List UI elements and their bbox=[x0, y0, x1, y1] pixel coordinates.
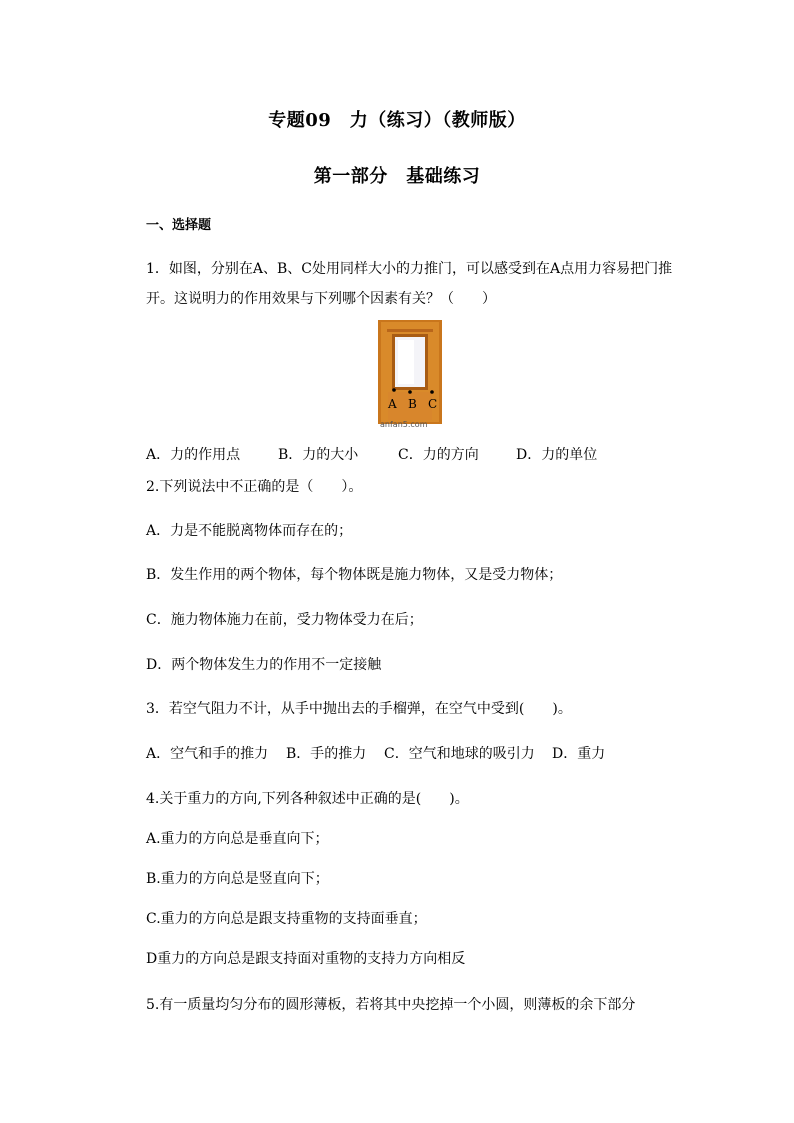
question-3-options bbox=[146, 743, 605, 763]
question-5-stem: 5.有一质量均匀分布的圆形薄板，若将其中央挖掉一个小圆，则薄板的余下部分 bbox=[146, 997, 636, 1013]
option-a: A．力的作用点 bbox=[146, 447, 241, 463]
point-a-marker bbox=[392, 388, 396, 392]
door-image bbox=[378, 320, 448, 428]
question-2-option-a: A．力是不能脱离物体而存在的； bbox=[146, 523, 353, 539]
question-1-line-1: 1．如图，分别在A、B、C处用同样大小的力推门，可以感受到在A点用力容易把门推 bbox=[146, 261, 673, 277]
label-c: C bbox=[428, 397, 438, 411]
door-figure bbox=[378, 320, 448, 428]
door-trim bbox=[387, 329, 433, 332]
section-heading: 第一部分 基础练习 bbox=[313, 166, 481, 187]
option-d: D．重力 bbox=[552, 746, 606, 762]
point-b-marker bbox=[408, 390, 412, 394]
option-b: B．力的大小 bbox=[278, 447, 359, 463]
question-2-option-d: D．两个物体发生力的作用不一定接触 bbox=[146, 657, 382, 673]
window-highlight bbox=[398, 340, 414, 384]
question-2-stem: 2.下列说法中不正确的是（ ）。 bbox=[146, 479, 363, 495]
question-4-stem: 4.关于重力的方向,下列各种叙述中正确的是( )。 bbox=[146, 791, 469, 807]
figure-watermark: anfan5.com bbox=[380, 420, 428, 428]
label-a: A bbox=[388, 397, 397, 411]
label-b: B bbox=[408, 397, 417, 411]
question-1-line-2: 开。这说明力的作用效果与下列哪个因素有关？（ ） bbox=[146, 291, 496, 307]
option-b: B．手的推力 bbox=[286, 746, 367, 762]
option-a: A．空气和手的推力 bbox=[146, 746, 269, 762]
question-4-option-c: C.重力的方向总是跟支持重物的支持面垂直； bbox=[146, 911, 427, 927]
page-title: 专题09 力（练习）（教师版） bbox=[268, 110, 526, 131]
option-c: C．力的方向 bbox=[398, 447, 479, 463]
question-2-option-b: B．发生作用的两个物体，每个物体既是施力物体，又是受力物体； bbox=[146, 567, 563, 583]
question-3-stem: 3．若空气阻力不计，从手中抛出去的手榴弹，在空气中受到( )。 bbox=[146, 701, 572, 717]
question-4-option-b: B.重力的方向总是竖直向下； bbox=[146, 871, 329, 887]
option-c: C．空气和地球的吸引力 bbox=[384, 746, 535, 762]
question-4-option-d: D重力的方向总是跟支持面对重物的支持力方向相反 bbox=[146, 951, 466, 967]
question-1-options bbox=[146, 444, 597, 464]
option-d: D．力的单位 bbox=[516, 447, 598, 463]
question-4-option-a: A.重力的方向总是垂直向下； bbox=[146, 831, 329, 847]
point-c-marker bbox=[430, 390, 434, 394]
question-2-option-c: C．施力物体施力在前，受力物体受力在后； bbox=[146, 612, 423, 628]
section-label: 一、选择题 bbox=[146, 218, 212, 233]
